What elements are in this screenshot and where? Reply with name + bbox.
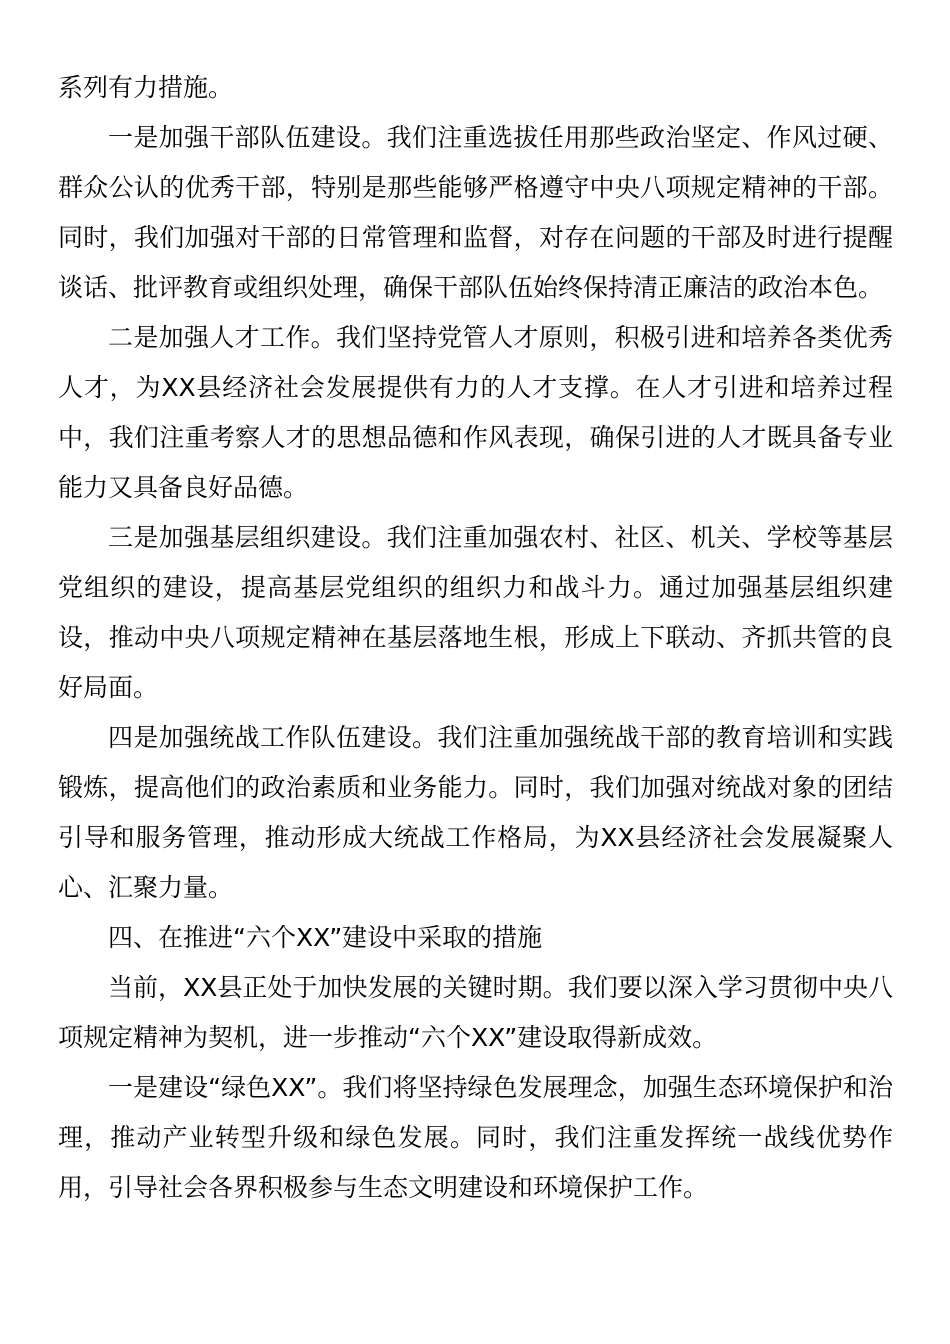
paragraph-talent-work: 二是加强人才工作。我们坚持党管人才原则，积极引进和培养各类优秀人才，为XX县经济社会发展提供有力的人才支撑。在人才引进和培养过程中，我们注重考察人才的思想品德和作风表现，确保引进的人才既具备专业能力又具备良好品德。 — [58, 323, 893, 502]
section-heading-six-xx: 四、在推进“六个XX”建设中采取的措施 — [108, 923, 543, 952]
paragraph-current-stage: 当前，XX县正处于加快发展的关键时期。我们要以深入学习贯彻中央八项规定精神为契机，进一步推动“六个XX”建设取得新成效。 — [58, 973, 893, 1052]
paragraph-united-front: 四是加强统战工作队伍建设。我们注重加强统战干部的教育培训和实践锻炼，提高他们的政治素质和业务能力。同时，我们加强对统战对象的团结引导和服务管理，推动形成大统战工作格局，为XX县经济社会发展凝聚人心、汇聚力量。 — [58, 723, 893, 902]
paragraph-continuation: 系列有力措施。 — [58, 73, 234, 102]
paragraph-cadre-team: 一是加强干部队伍建设。我们注重选拔任用那些政治坚定、作风过硬、群众公认的优秀干部，特别是那些能够严格遵守中央八项规定精神的干部。同时，我们加强对干部的日常管理和监督，对存在问题的干部及时进行提醒谈话、批评教育或组织处理，确保干部队伍始终保持清正廉洁的政治本色。 — [58, 123, 893, 302]
paragraph-grassroots-organization: 三是加强基层组织建设。我们注重加强农村、社区、机关、学校等基层党组织的建设，提高基层党组织的组织力和战斗力。通过加强基层组织建设，推动中央八项规定精神在基层落地生根，形成上下联动、齐抓共管的良好局面。 — [58, 523, 893, 702]
paragraph-green-xx: 一是建设“绿色XX”。我们将坚持绿色发展理念，加强生态环境保护和治理，推动产业转型升级和绿色发展。同时，我们注重发挥统一战线优势作用，引导社会各界积极参与生态文明建设和环境保护工作。 — [58, 1073, 893, 1202]
document-page — [58, 63, 893, 1213]
